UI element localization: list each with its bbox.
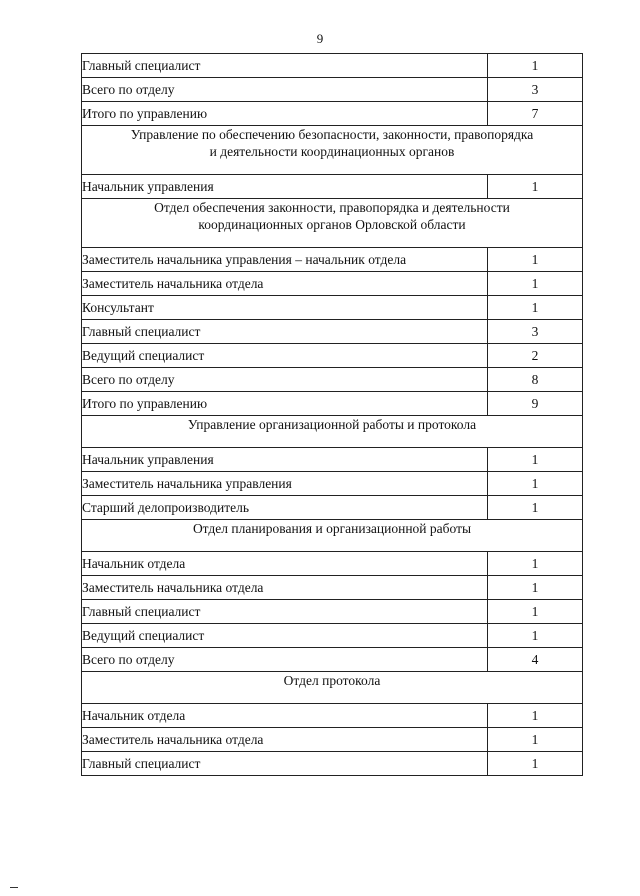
position-count: 1	[488, 272, 583, 296]
position-count: 9	[488, 392, 583, 416]
section-heading-line: Отдел протокола	[283, 673, 381, 688]
table-row	[82, 496, 583, 520]
position-name: Консультант	[82, 296, 488, 320]
staff-table	[81, 53, 583, 776]
position-name: Начальник управления	[82, 175, 488, 199]
position-count: 1	[488, 296, 583, 320]
position-count: 1	[488, 448, 583, 472]
position-name: Главный специалист	[82, 752, 488, 776]
section-heading-row	[82, 199, 583, 248]
position-name: Итого по управлению	[82, 102, 488, 126]
section-heading-line: Управление организационной работы и протокола	[187, 417, 477, 432]
position-name: Начальник управления	[82, 448, 488, 472]
position-name: Всего по отделу	[82, 368, 488, 392]
position-name: Заместитель начальника отдела	[82, 272, 488, 296]
position-name: Итого по управлению	[82, 392, 488, 416]
position-count: 3	[488, 78, 583, 102]
position-count: 1	[488, 728, 583, 752]
table-row	[82, 272, 583, 296]
position-count: 1	[488, 472, 583, 496]
position-count: 1	[488, 600, 583, 624]
position-count: 8	[488, 368, 583, 392]
table-row	[82, 344, 583, 368]
position-name: Заместитель начальника управления	[82, 472, 488, 496]
section-heading	[82, 672, 583, 704]
table-row	[82, 102, 583, 126]
table-row	[82, 624, 583, 648]
section-heading-row	[82, 520, 583, 552]
section-heading-line: Отдел обеспечения законности, правопорядка и деятельности	[154, 200, 510, 215]
section-heading-line: и деятельности координационных органов	[209, 144, 455, 159]
section-heading-line: Управление по обеспечению безопасности, законности, правопорядка	[130, 127, 534, 142]
table-row	[82, 752, 583, 776]
position-name: Заместитель начальника отдела	[82, 728, 488, 752]
section-heading	[82, 126, 583, 175]
table-row	[82, 54, 583, 78]
table-row	[82, 552, 583, 576]
table-row	[82, 448, 583, 472]
table-row	[82, 78, 583, 102]
position-count: 1	[488, 576, 583, 600]
position-name: Всего по отделу	[82, 78, 488, 102]
section-heading	[82, 416, 583, 448]
table-row	[82, 320, 583, 344]
table-row	[82, 728, 583, 752]
table-row	[82, 248, 583, 272]
position-name: Главный специалист	[82, 54, 488, 78]
position-name: Главный специалист	[82, 600, 488, 624]
position-count: 1	[488, 704, 583, 728]
margin-mark	[10, 887, 18, 888]
table-row	[82, 648, 583, 672]
table-row	[82, 368, 583, 392]
table-row	[82, 392, 583, 416]
position-name: Начальник отдела	[82, 704, 488, 728]
section-heading	[82, 199, 583, 248]
position-name: Заместитель начальника управления – начальник отдела	[82, 248, 488, 272]
table-row	[82, 175, 583, 199]
position-count: 1	[488, 752, 583, 776]
position-count: 1	[488, 248, 583, 272]
position-count: 7	[488, 102, 583, 126]
staff-table-body	[82, 54, 583, 776]
section-heading-row	[82, 416, 583, 448]
section-heading-line: координационных органов Орловской области	[198, 217, 466, 232]
position-count: 1	[488, 54, 583, 78]
position-count: 3	[488, 320, 583, 344]
table-row	[82, 472, 583, 496]
position-name: Ведущий специалист	[82, 344, 488, 368]
section-heading-line: Отдел планирования и организационной работы	[192, 521, 472, 536]
position-name: Старший делопроизводитель	[82, 496, 488, 520]
position-count: 1	[488, 496, 583, 520]
position-count: 2	[488, 344, 583, 368]
table-row	[82, 296, 583, 320]
section-heading	[82, 520, 583, 552]
position-name: Начальник отдела	[82, 552, 488, 576]
position-name: Всего по отделу	[82, 648, 488, 672]
section-heading-row	[82, 126, 583, 175]
position-name: Заместитель начальника отдела	[82, 576, 488, 600]
position-count: 1	[488, 624, 583, 648]
table-row	[82, 600, 583, 624]
position-name: Ведущий специалист	[82, 624, 488, 648]
position-count: 1	[488, 552, 583, 576]
position-count: 1	[488, 175, 583, 199]
section-heading-row	[82, 672, 583, 704]
page-number: 9	[316, 31, 324, 46]
position-count: 4	[488, 648, 583, 672]
table-row	[82, 704, 583, 728]
table-row	[82, 576, 583, 600]
position-name: Главный специалист	[82, 320, 488, 344]
